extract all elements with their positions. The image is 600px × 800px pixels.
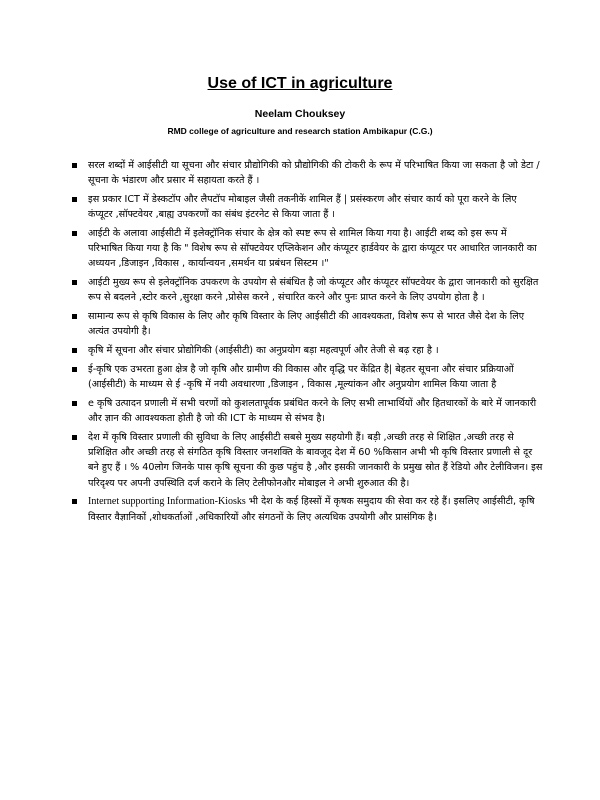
author-affiliation: RMD college of agriculture and research station Ambikapur (C.G.): [167, 126, 433, 136]
bullet-text: कृषि में सूचना और संचार प्रोद्योगिकी (आईसीटी) का अनुप्रयोग बड़ा महत्वपूर्ण और तेजी से बढ़ रहा है ।: [88, 345, 439, 357]
bullet-item: [88, 192, 544, 222]
bullet-item: [88, 158, 544, 188]
bullet-text: ई-कृषि एक उभरता हुआ क्षेत्र है जो कृषि और ग्रामीण की विकास और वृद्धि पर केंद्रित है| बेहतर सूचना और संचार प्रक्रियाओं (आईसीटी) के माध्यम से ई -कृषि में नयी अवधारणा ,डिजाइन , विकास ,मूल्यांकन और अनुप्रयोग शामिल किया जाता है: [88, 364, 514, 391]
bullet-item: [88, 396, 544, 426]
bullet-item: [88, 494, 544, 524]
bullet-text: e कृषि उत्पादन प्रणाली में सभी चरणों को कुशलतापूर्वक प्रबंधित करने के लिए सभी लाभार्थियों और हितधारकों के बारे में जानकारी और ज्ञान की आवश्यकता होती है जो की ICT के माध्यम से संभव है।: [88, 398, 537, 425]
bullet-text: इस प्रकार ICT में डेस्कटॉप और लैपटॉप मोबाइल जैसी तकनीकें शामिल हैं | प्रसंस्करण और संचार कार्य को पूरा करने के लिए कंप्यूटर ,सॉफ्टवेयर ,बाह्य उपकरणों का संबंध इंटरनेट से किया जाता हैं ।: [88, 194, 517, 221]
bullet-list: [88, 158, 544, 528]
bullet-item: [88, 226, 544, 272]
bullet-item: [88, 343, 544, 358]
bullet-text: देश में कृषि विस्तार प्रणाली की सुविधा के लिए आईसीटी सबसे मुख्य सहयोगी हैं। बड़ी ,अच्छी तरह से शिक्षित ,अच्छी तरह से प्रशिक्षित और अच्छी तरह से संगठित कृषि विस्तार जनशक्ति के बावजूद देश में 60 %किसान अभी भी कृषि विस्तार प्रणाली से दूर बने हुए हैं । % 40लोग जिनके पास कृषि सूचना की कुछ पहुंच है ,और इसकी जानकारी के प्रमुख स्रोत हैं रेडियो और टेलीविजन। इस परिदृश्य पर अपनी उपस्थिति दर्ज कराने के लिए टेलीफोनऔर मोबाइल ने अभी शुरुआत की है।: [88, 432, 543, 489]
bullet-text: सरल शब्दों में आईसीटी या सूचना और संचार प्रौद्योगिकी को प्रौद्योगिकी की टोकरी के रूप में परिभाषित किया जा सकता है जो डेटा / सूचना के भंडारण और प्रसार में सहायता करते हैं ।: [88, 160, 540, 187]
bullet-item: [88, 275, 544, 305]
bullet-item: [88, 430, 544, 491]
bullet-item: [88, 309, 544, 339]
author-name: Neelam Chouksey: [254, 108, 346, 120]
bullet-text-latin: Internet supporting Information-Kiosks: [88, 496, 246, 508]
bullet-text: आईटी मुख्य रूप से इलेक्ट्रॉनिक उपकरण के उपयोग से संबंधित है जो कंप्यूटर और कंप्यूटर सॉफ्टवेयर के द्वारा जानकारी को सुरक्षित रूप से बदलने ,स्टोर करने ,सुरक्षा करने ,प्रोसेस करने , संचारित करने और पुनः प्राप्त करने के लिए उपयोग होता है ।: [88, 277, 539, 304]
bullet-text: सामान्य रूप से कृषि विकास के लिए और कृषि विस्तार के लिए आईसीटी की आवश्यकता, विशेष रूप से भारत जैसे देश के लिए अत्यंत उपयोगी है।: [88, 311, 525, 338]
bullet-text: भी देश के कई हिस्सों में कृषक समुदाय की सेवा कर रहे हैं। इसलिए आईसीटी, कृषि विस्तार वैज्ञानिकों ,शोधकर्ताओं ,अधिकारियों और संगठनों के लिए अत्यधिक उपयोगी और प्रासंगिक है।: [88, 496, 535, 523]
bullet-item: [88, 362, 544, 392]
document-title: Use of ICT in agriculture: [207, 75, 393, 92]
bullet-text: आईटी के अलावा आईसीटी में इलेक्ट्रॉनिक संचार के क्षेत्र को स्पष्ट रूप से शामिल किया गया है। आईटी शब्द को इस रूप में परिभाषित किया गया है कि " विशेष रूप से सॉफ्टवेयर एप्लिकेशन और कंप्यूटर हार्डवेयर के द्वारा कंप्यूटर पर आधारित जानकारी का अध्ययन ,डिजाइन ,विकास , कार्यान्वयन ,समर्थन या प्रबंधन सिस्टम ।": [88, 228, 537, 270]
